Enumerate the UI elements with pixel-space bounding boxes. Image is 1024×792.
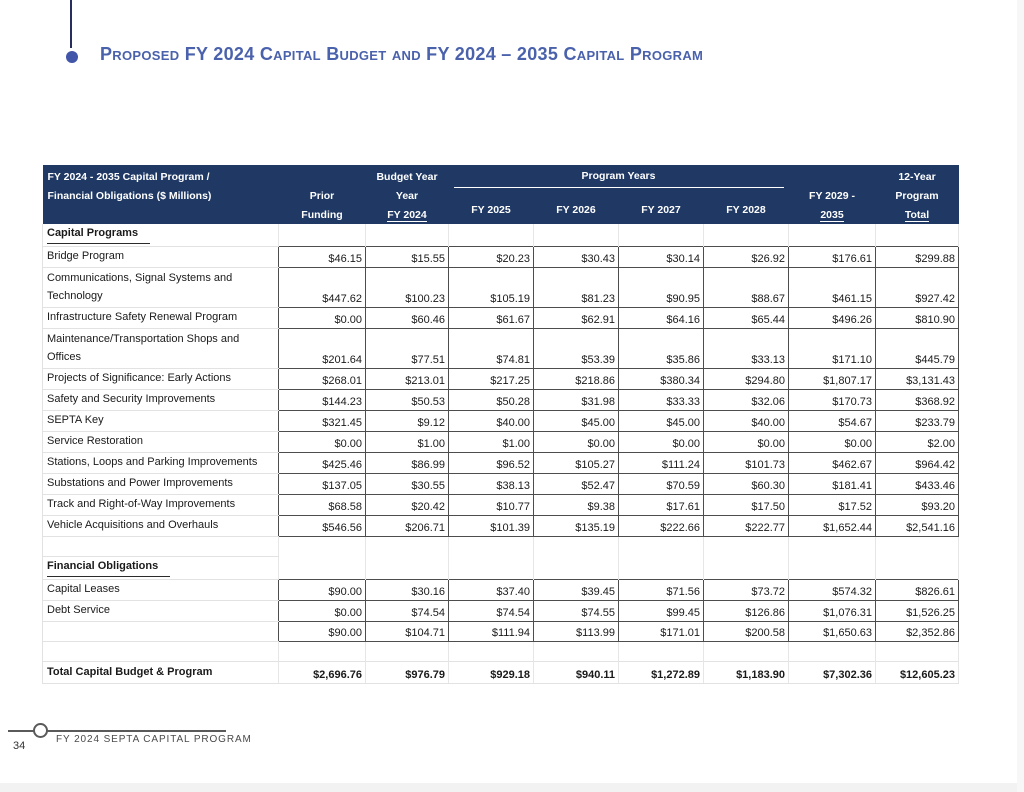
value-cell [704, 537, 789, 557]
value-cell [279, 642, 366, 662]
value-cell: $50.28 [449, 390, 534, 411]
value-cell [366, 537, 449, 557]
value-cell: $113.99 [534, 622, 619, 642]
table-row [43, 580, 959, 601]
header-title-line2: Financial Obligations ($ Millions) [47, 190, 212, 202]
viewport-edge-right [1017, 0, 1024, 792]
row-label: Stations, Loops and Parking Improvements [43, 453, 279, 474]
value-cell: $1.00 [449, 432, 534, 453]
value-cell: $425.46 [279, 453, 366, 474]
value-cell: $37.40 [449, 580, 534, 601]
value-cell: $70.59 [619, 474, 704, 495]
value-cell: $50.53 [366, 390, 449, 411]
table-row [43, 662, 959, 684]
value-cell: $30.43 [534, 247, 619, 268]
value-cell: $53.39 [534, 329, 619, 369]
value-cell: $0.00 [279, 432, 366, 453]
value-cell: $30.14 [619, 247, 704, 268]
value-cell: $52.47 [534, 474, 619, 495]
value-cell: $927.42 [876, 268, 959, 308]
section-label: Capital Programs [47, 224, 150, 244]
value-cell: $101.39 [449, 516, 534, 537]
row-label: Track and Right-of-Way Improvements [43, 495, 279, 516]
value-cell: $35.86 [619, 329, 704, 369]
value-cell [704, 642, 789, 662]
table-row [43, 601, 959, 622]
value-cell: $171.10 [789, 329, 876, 369]
header-prior-funding [279, 165, 366, 224]
value-cell [366, 224, 449, 247]
value-cell: $964.42 [876, 453, 959, 474]
value-cell [449, 537, 534, 557]
row-label [43, 557, 279, 580]
table-row [43, 308, 959, 329]
row-label [43, 622, 279, 642]
value-cell: $31.98 [534, 390, 619, 411]
value-cell [789, 557, 876, 580]
value-cell: $206.71 [366, 516, 449, 537]
value-cell: $546.56 [279, 516, 366, 537]
value-cell: $32.06 [704, 390, 789, 411]
value-cell: $574.32 [789, 580, 876, 601]
value-cell: $0.00 [279, 308, 366, 329]
value-cell: $60.30 [704, 474, 789, 495]
row-label [43, 537, 279, 557]
footer-circle-icon [33, 723, 48, 738]
table-row [43, 224, 959, 247]
value-cell: $126.86 [704, 601, 789, 622]
value-cell: $1,272.89 [619, 662, 704, 684]
viewport-edge-bottom [0, 783, 1024, 792]
table-row [43, 390, 959, 411]
budget-year-label: Budget Year [376, 171, 438, 183]
fy2026-label: FY 2026 [556, 204, 596, 216]
value-cell: $496.26 [789, 308, 876, 329]
value-cell: $54.67 [789, 411, 876, 432]
value-cell [704, 224, 789, 247]
value-cell: $40.00 [704, 411, 789, 432]
value-cell: $45.00 [619, 411, 704, 432]
value-cell: $826.61 [876, 580, 959, 601]
value-cell: $1,526.25 [876, 601, 959, 622]
value-cell [534, 557, 619, 580]
capital-program-table [42, 165, 959, 684]
budget-table [42, 165, 959, 684]
value-cell: $10.77 [449, 495, 534, 516]
value-cell: $30.55 [366, 474, 449, 495]
value-cell [449, 642, 534, 662]
value-cell: $39.45 [534, 580, 619, 601]
value-cell: $61.67 [449, 308, 534, 329]
value-cell [876, 224, 959, 247]
table-row [43, 495, 959, 516]
value-cell: $68.58 [279, 495, 366, 516]
value-cell: $940.11 [534, 662, 619, 684]
value-cell: $99.45 [619, 601, 704, 622]
program-label: Program [895, 190, 939, 202]
value-cell: $2,352.86 [876, 622, 959, 642]
value-cell: $0.00 [279, 601, 366, 622]
row-label: Safety and Security Improvements [43, 390, 279, 411]
value-cell: $65.44 [704, 308, 789, 329]
value-cell: $64.16 [619, 308, 704, 329]
value-cell: $86.99 [366, 453, 449, 474]
table-row [43, 453, 959, 474]
table-row [43, 557, 959, 580]
program-years-label: Program Years [581, 170, 656, 182]
table-header [43, 165, 959, 224]
decorative-line [70, 0, 72, 48]
table-row [43, 369, 959, 390]
value-cell: $222.66 [619, 516, 704, 537]
fy2028-label: FY 2028 [726, 204, 766, 216]
value-cell [789, 642, 876, 662]
row-label: Vehicle Acquisitions and Overhauls [43, 516, 279, 537]
value-cell: $12,605.23 [876, 662, 959, 684]
value-cell: $105.27 [534, 453, 619, 474]
value-cell [534, 642, 619, 662]
value-cell: $135.19 [534, 516, 619, 537]
value-cell: $38.13 [449, 474, 534, 495]
table-row [43, 537, 959, 557]
value-cell: $213.01 [366, 369, 449, 390]
value-cell: $40.00 [449, 411, 534, 432]
value-cell: $90.95 [619, 268, 704, 308]
value-cell: $1,183.90 [704, 662, 789, 684]
value-cell [876, 557, 959, 580]
value-cell: $93.20 [876, 495, 959, 516]
program-years-rule [454, 187, 784, 188]
value-cell [619, 642, 704, 662]
value-cell: $233.79 [876, 411, 959, 432]
value-cell [789, 537, 876, 557]
row-label [43, 642, 279, 662]
value-cell: $181.41 [789, 474, 876, 495]
value-cell: $299.88 [876, 247, 959, 268]
value-cell: $101.73 [704, 453, 789, 474]
value-cell: $447.62 [279, 268, 366, 308]
value-cell: $74.81 [449, 329, 534, 369]
table-row [43, 516, 959, 537]
row-label: SEPTA Key [43, 411, 279, 432]
value-cell [279, 224, 366, 247]
fy2027-label: FY 2027 [641, 204, 681, 216]
row-label: Service Restoration [43, 432, 279, 453]
value-cell: $26.92 [704, 247, 789, 268]
value-cell: $0.00 [789, 432, 876, 453]
table-row [43, 474, 959, 495]
value-cell: $1,650.63 [789, 622, 876, 642]
table-row [43, 642, 959, 662]
value-cell: $60.46 [366, 308, 449, 329]
value-cell [619, 557, 704, 580]
value-cell: $445.79 [876, 329, 959, 369]
table-row [43, 411, 959, 432]
value-cell: $46.15 [279, 247, 366, 268]
table-body [43, 224, 959, 684]
value-cell: $20.23 [449, 247, 534, 268]
fy2024-label: FY 2024 [387, 209, 427, 221]
value-cell: $201.64 [279, 329, 366, 369]
row-label: Debt Service [43, 601, 279, 622]
value-cell [534, 537, 619, 557]
funding-label: Funding [301, 209, 343, 221]
value-cell: $176.61 [789, 247, 876, 268]
header-budget-year [366, 165, 449, 224]
value-cell: $45.00 [534, 411, 619, 432]
row-label: Communications, Signal Systems and Technology [43, 268, 279, 308]
value-cell: $268.01 [279, 369, 366, 390]
value-cell: $1,076.31 [789, 601, 876, 622]
value-cell: $15.55 [366, 247, 449, 268]
row-label: Substations and Power Improvements [43, 474, 279, 495]
header-program-years [449, 165, 789, 224]
value-cell [619, 224, 704, 247]
value-cell: $2,541.16 [876, 516, 959, 537]
value-cell: $144.23 [279, 390, 366, 411]
value-cell: $217.25 [449, 369, 534, 390]
value-cell: $137.05 [279, 474, 366, 495]
value-cell: $321.45 [279, 411, 366, 432]
table-row [43, 247, 959, 268]
value-cell: $461.15 [789, 268, 876, 308]
value-cell: $100.23 [366, 268, 449, 308]
value-cell [876, 642, 959, 662]
value-cell: $3,131.43 [876, 369, 959, 390]
value-cell [876, 537, 959, 557]
header-title-line1: FY 2024 - 2035 Capital Program / [47, 171, 210, 183]
value-cell: $170.73 [789, 390, 876, 411]
value-cell [366, 642, 449, 662]
value-cell [449, 224, 534, 247]
value-cell: $90.00 [279, 580, 366, 601]
twelve-year-label: 12-Year [898, 171, 936, 183]
value-cell [789, 224, 876, 247]
value-cell: $71.56 [619, 580, 704, 601]
value-cell [449, 557, 534, 580]
value-cell: $111.24 [619, 453, 704, 474]
value-cell [279, 557, 366, 580]
table-row [43, 432, 959, 453]
value-cell: $33.33 [619, 390, 704, 411]
total-label: Total [904, 209, 930, 221]
value-cell: $218.86 [534, 369, 619, 390]
table-row [43, 622, 959, 642]
value-cell: $0.00 [704, 432, 789, 453]
row-label [43, 224, 279, 247]
value-cell: $1,652.44 [789, 516, 876, 537]
value-cell: $17.52 [789, 495, 876, 516]
header-12year-total [876, 165, 959, 224]
value-cell: $380.34 [619, 369, 704, 390]
value-cell: $74.54 [449, 601, 534, 622]
value-cell: $1,807.17 [789, 369, 876, 390]
value-cell: $222.77 [704, 516, 789, 537]
value-cell: $30.16 [366, 580, 449, 601]
page-number: 34 [13, 740, 26, 752]
value-cell [704, 557, 789, 580]
value-cell: $17.61 [619, 495, 704, 516]
value-cell: $368.92 [876, 390, 959, 411]
row-label: Total Capital Budget & Program [43, 662, 279, 684]
value-cell: $77.51 [366, 329, 449, 369]
value-cell [279, 537, 366, 557]
bullet-icon [66, 51, 78, 63]
value-cell: $62.91 [534, 308, 619, 329]
value-cell: $9.12 [366, 411, 449, 432]
value-cell: $976.79 [366, 662, 449, 684]
value-cell: $9.38 [534, 495, 619, 516]
header-row-label [43, 165, 279, 224]
value-cell: $929.18 [449, 662, 534, 684]
value-cell: $74.54 [366, 601, 449, 622]
table-row [43, 329, 959, 369]
value-cell: $2,696.76 [279, 662, 366, 684]
value-cell: $90.00 [279, 622, 366, 642]
value-cell: $1.00 [366, 432, 449, 453]
value-cell: $81.23 [534, 268, 619, 308]
value-cell: $171.01 [619, 622, 704, 642]
value-cell: $96.52 [449, 453, 534, 474]
value-cell: $462.67 [789, 453, 876, 474]
page-title: Proposed FY 2024 Capital Budget and FY 2024 – 2035 Capital Program [100, 44, 704, 64]
value-cell: $7,302.36 [789, 662, 876, 684]
value-cell: $0.00 [534, 432, 619, 453]
row-label: Projects of Significance: Early Actions [43, 369, 279, 390]
value-cell [619, 537, 704, 557]
value-cell: $33.13 [704, 329, 789, 369]
value-cell [366, 557, 449, 580]
value-cell: $294.80 [704, 369, 789, 390]
value-cell: $2.00 [876, 432, 959, 453]
section-label: Financial Obligations [47, 557, 170, 577]
fy2029-label: FY 2029 - [809, 190, 855, 202]
row-label: Maintenance/Transportation Shops and Offices [43, 329, 279, 369]
value-cell: $17.50 [704, 495, 789, 516]
value-cell: $810.90 [876, 308, 959, 329]
value-cell: $104.71 [366, 622, 449, 642]
row-label: Infrastructure Safety Renewal Program [43, 308, 279, 329]
value-cell [534, 224, 619, 247]
fy2035-label: 2035 [820, 209, 844, 221]
value-cell: $0.00 [619, 432, 704, 453]
value-cell: $20.42 [366, 495, 449, 516]
prior-label: Prior [309, 190, 335, 202]
year-label: Year [395, 190, 419, 202]
header-fy2029-2035 [789, 165, 876, 224]
value-cell: $111.94 [449, 622, 534, 642]
row-label: Bridge Program [43, 247, 279, 268]
table-row [43, 268, 959, 308]
value-cell: $73.72 [704, 580, 789, 601]
value-cell: $433.46 [876, 474, 959, 495]
row-label: Capital Leases [43, 580, 279, 601]
fy2025-label: FY 2025 [471, 204, 511, 216]
value-cell: $200.58 [704, 622, 789, 642]
footer-label: FY 2024 SEPTA CAPITAL PROGRAM [56, 734, 252, 745]
value-cell: $88.67 [704, 268, 789, 308]
value-cell: $105.19 [449, 268, 534, 308]
value-cell: $74.55 [534, 601, 619, 622]
